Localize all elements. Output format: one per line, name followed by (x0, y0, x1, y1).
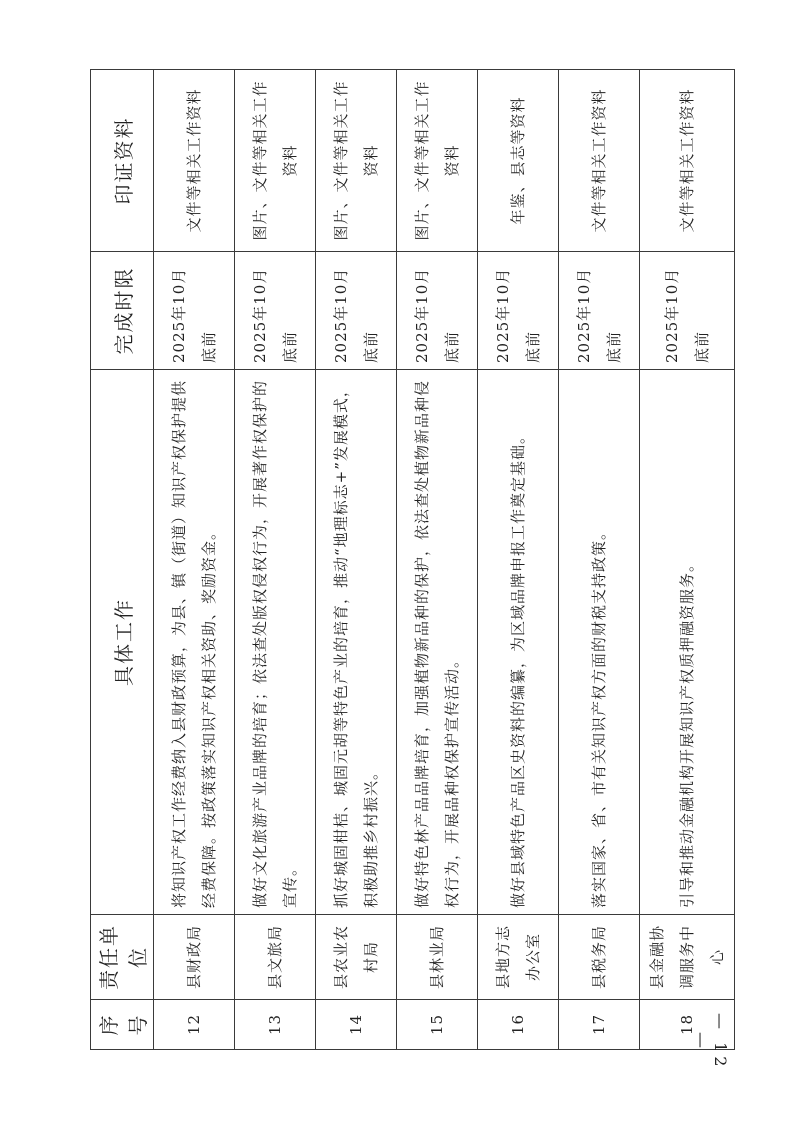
cell-specific-work: 做好特色林产品品牌培育，加强植物新品种的保护，依法查处植物新品种侵权行为，开展品种权保护宣传活动。 (397, 370, 478, 915)
header-specific-work: 具体工作 (91, 370, 154, 915)
cell-serial-no: 16 (478, 1000, 559, 1050)
cell-proof-materials: 文件等相关工作资料 (559, 70, 640, 252)
table-row (559, 70, 640, 1050)
cell-deadline: 2025年10月底前 (478, 252, 559, 370)
rotated-page-content (90, 70, 726, 1050)
cell-deadline: 2025年10月底前 (397, 252, 478, 370)
cell-responsible-unit: 县林业局 (397, 915, 478, 1000)
header-serial-no: 序号 (91, 1000, 154, 1050)
cell-responsible-unit: 县税务局 (559, 915, 640, 1000)
cell-proof-materials: 图片、文件等相关工作资料 (235, 70, 316, 252)
cell-serial-no: 18 (640, 1000, 735, 1050)
cell-specific-work: 将知识产权工作经费纳入县财政预算，为县、镇（街道）知识产权保护提供经费保障。按政策落实知识产权相关资助、奖励资金。 (154, 370, 235, 915)
work-task-table (90, 69, 735, 1050)
cell-serial-no: 12 (154, 1000, 235, 1050)
cell-proof-materials: 年鉴、县志等资料 (478, 70, 559, 252)
table-row (478, 70, 559, 1050)
cell-proof-materials: 图片、文件等相关工作资料 (397, 70, 478, 252)
table-row (316, 70, 397, 1050)
cell-serial-no: 13 (235, 1000, 316, 1050)
cell-responsible-unit: 县金融协调服务中心 (640, 915, 735, 1000)
cell-responsible-unit: 县财政局 (154, 915, 235, 1000)
table-row (235, 70, 316, 1050)
page-number: — 12 — (692, 1013, 730, 1071)
table-row (397, 70, 478, 1050)
cell-serial-no: 17 (559, 1000, 640, 1050)
cell-deadline: 2025年10月底前 (154, 252, 235, 370)
cell-responsible-unit: 县农业农村局 (316, 915, 397, 1000)
cell-deadline: 2025年10月底前 (559, 252, 640, 370)
cell-deadline: 2025年10月底前 (316, 252, 397, 370)
cell-serial-no: 15 (397, 1000, 478, 1050)
cell-deadline: 2025年10月底前 (640, 252, 735, 370)
cell-specific-work: 引导和推动金融机构开展知识产权质押融资服务。 (640, 370, 735, 915)
cell-proof-materials: 文件等相关工作资料 (154, 70, 235, 252)
cell-specific-work: 做好县域特色产品区史资料的编纂，为区域品牌申报工作奠定基础。 (478, 370, 559, 915)
cell-responsible-unit: 县文旅局 (235, 915, 316, 1000)
cell-proof-materials: 文件等相关工作资料 (640, 70, 735, 252)
table-header-row (91, 70, 154, 1050)
cell-specific-work: 做好文化旅游产业品牌的培育；依法查处版权侵权行为，开展著作权保护的宣传。 (235, 370, 316, 915)
table-row (640, 70, 735, 1050)
cell-deadline: 2025年10月底前 (235, 252, 316, 370)
cell-specific-work: 抓好城固柑桔、城固元胡等特色产业的培育，推动“地理标志+”发展模式，积极助推乡村振兴。 (316, 370, 397, 915)
cell-serial-no: 14 (316, 1000, 397, 1050)
header-proof-materials: 印证资料 (91, 70, 154, 252)
cell-responsible-unit: 县地方志办公室 (478, 915, 559, 1000)
header-responsible-unit: 责任单位 (91, 915, 154, 1000)
cell-specific-work: 落实国家、省、市有关知识产权方面的财税支持政策。 (559, 370, 640, 915)
cell-proof-materials: 图片、文件等相关工作资料 (316, 70, 397, 252)
header-deadline: 完成时限 (91, 252, 154, 370)
table-row (154, 70, 235, 1050)
